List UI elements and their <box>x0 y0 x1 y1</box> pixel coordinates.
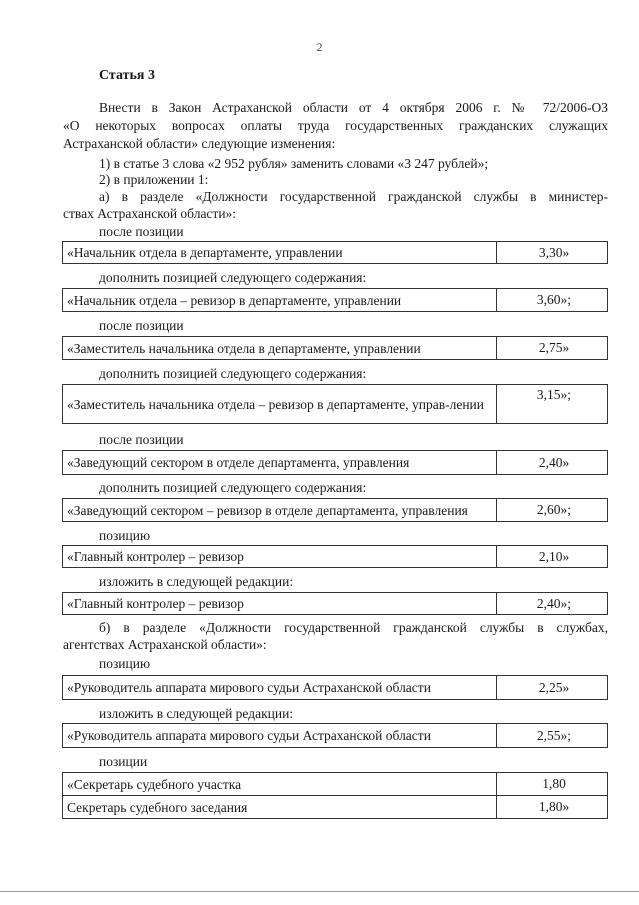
label-add-2: дополнить позицией следующего содержания: <box>99 366 367 381</box>
position-name: «Заведующий сектором – ревизор в отделе департамента, управления <box>63 499 497 521</box>
label-after-3: после позиции <box>99 432 184 447</box>
label-position-2: позицию <box>99 656 151 671</box>
bottom-rule <box>0 891 639 892</box>
position-name: «Заместитель начальника отдела в департаменте, управлении <box>63 337 497 359</box>
position-row <box>62 288 608 312</box>
position-coefficient: 2,10» <box>538 548 570 564</box>
position-name: «Главный контролер – ревизор <box>63 593 497 614</box>
position-row <box>62 772 608 796</box>
position-row <box>62 592 608 615</box>
position-name: «Руководитель аппарата мирового судьи Астраханской области <box>63 676 497 699</box>
item-a-line-2: ствах Астраханской области»: <box>63 206 237 221</box>
item-a-line-1: а) в разделе «Должности государственной гражданской службы в министер- <box>99 189 608 204</box>
label-add-3: дополнить позицией следующего содержания: <box>99 480 367 495</box>
position-name: Секретарь судебного заседания <box>63 796 497 818</box>
position-row <box>62 723 608 748</box>
item-2: 2) в приложении 1: <box>99 172 209 187</box>
intro-line-1: Внести в Закон Астраханской области от 4 октября 2006 г. № 72/2006-ОЗ <box>99 100 608 115</box>
position-coefficient: 3,30» <box>538 244 570 260</box>
position-name: «Начальник отдела в департаменте, управлении <box>63 242 497 263</box>
position-row <box>62 450 608 475</box>
label-positions-3: позиции <box>99 754 148 769</box>
label-add-1: дополнить позицией следующего содержания: <box>99 270 367 285</box>
page-number: 2 <box>316 40 323 54</box>
label-after-1: после позиции <box>99 224 184 239</box>
position-coefficient: 2,60»; <box>536 502 572 517</box>
article-heading: Статья 3 <box>99 68 155 83</box>
position-coefficient: 2,25» <box>538 679 570 695</box>
position-row <box>62 545 608 568</box>
position-coefficient: 3,15»; <box>536 387 572 402</box>
position-row <box>62 795 608 819</box>
label-restate-2: изложить в следующей редакции: <box>99 706 294 721</box>
position-row <box>62 384 608 424</box>
position-name: «Главный контролер – ревизор <box>63 546 497 567</box>
label-after-2: после позиции <box>99 318 184 333</box>
item-b-line-1: б) в разделе «Должности государственной гражданской службы в службах, <box>99 620 608 635</box>
intro-line-3: Астраханской области» следующие изменения: <box>63 136 336 151</box>
position-coefficient: 1,80» <box>538 799 570 814</box>
intro-line-2: «О некоторых вопросах оплаты труда государственных гражданских служащих <box>63 118 608 133</box>
position-name: «Начальник отдела – ревизор в департаменте, управлении <box>63 289 497 311</box>
item-b-line-2: агентствах Астраханской области»: <box>63 637 267 652</box>
position-row <box>62 336 608 360</box>
label-position-1: позицию <box>99 528 151 543</box>
position-row <box>62 498 608 522</box>
position-coefficient: 2,75» <box>538 340 570 355</box>
position-coefficient: 2,40»; <box>536 595 572 611</box>
label-restate-1: изложить в следующей редакции: <box>99 574 294 589</box>
position-coefficient: 1,80 <box>542 776 566 791</box>
position-coefficient: 3,60»; <box>536 292 572 307</box>
position-coefficient: 2,55»; <box>536 727 572 743</box>
position-row <box>62 675 608 700</box>
position-name: «Секретарь судебного участка <box>63 773 497 795</box>
position-name: «Заместитель начальника отдела – ревизор в департаменте, управ-лении <box>63 385 497 423</box>
position-name: «Заведующий сектором в отделе департамента, управления <box>63 451 497 474</box>
position-row <box>62 241 608 264</box>
item-1: 1) в статье 3 слова «2 952 рубля» заменить словами «3 247 рублей»; <box>99 156 489 171</box>
position-name: «Руководитель аппарата мирового судьи Астраханской области <box>63 724 497 747</box>
position-coefficient: 2,40» <box>538 454 570 470</box>
